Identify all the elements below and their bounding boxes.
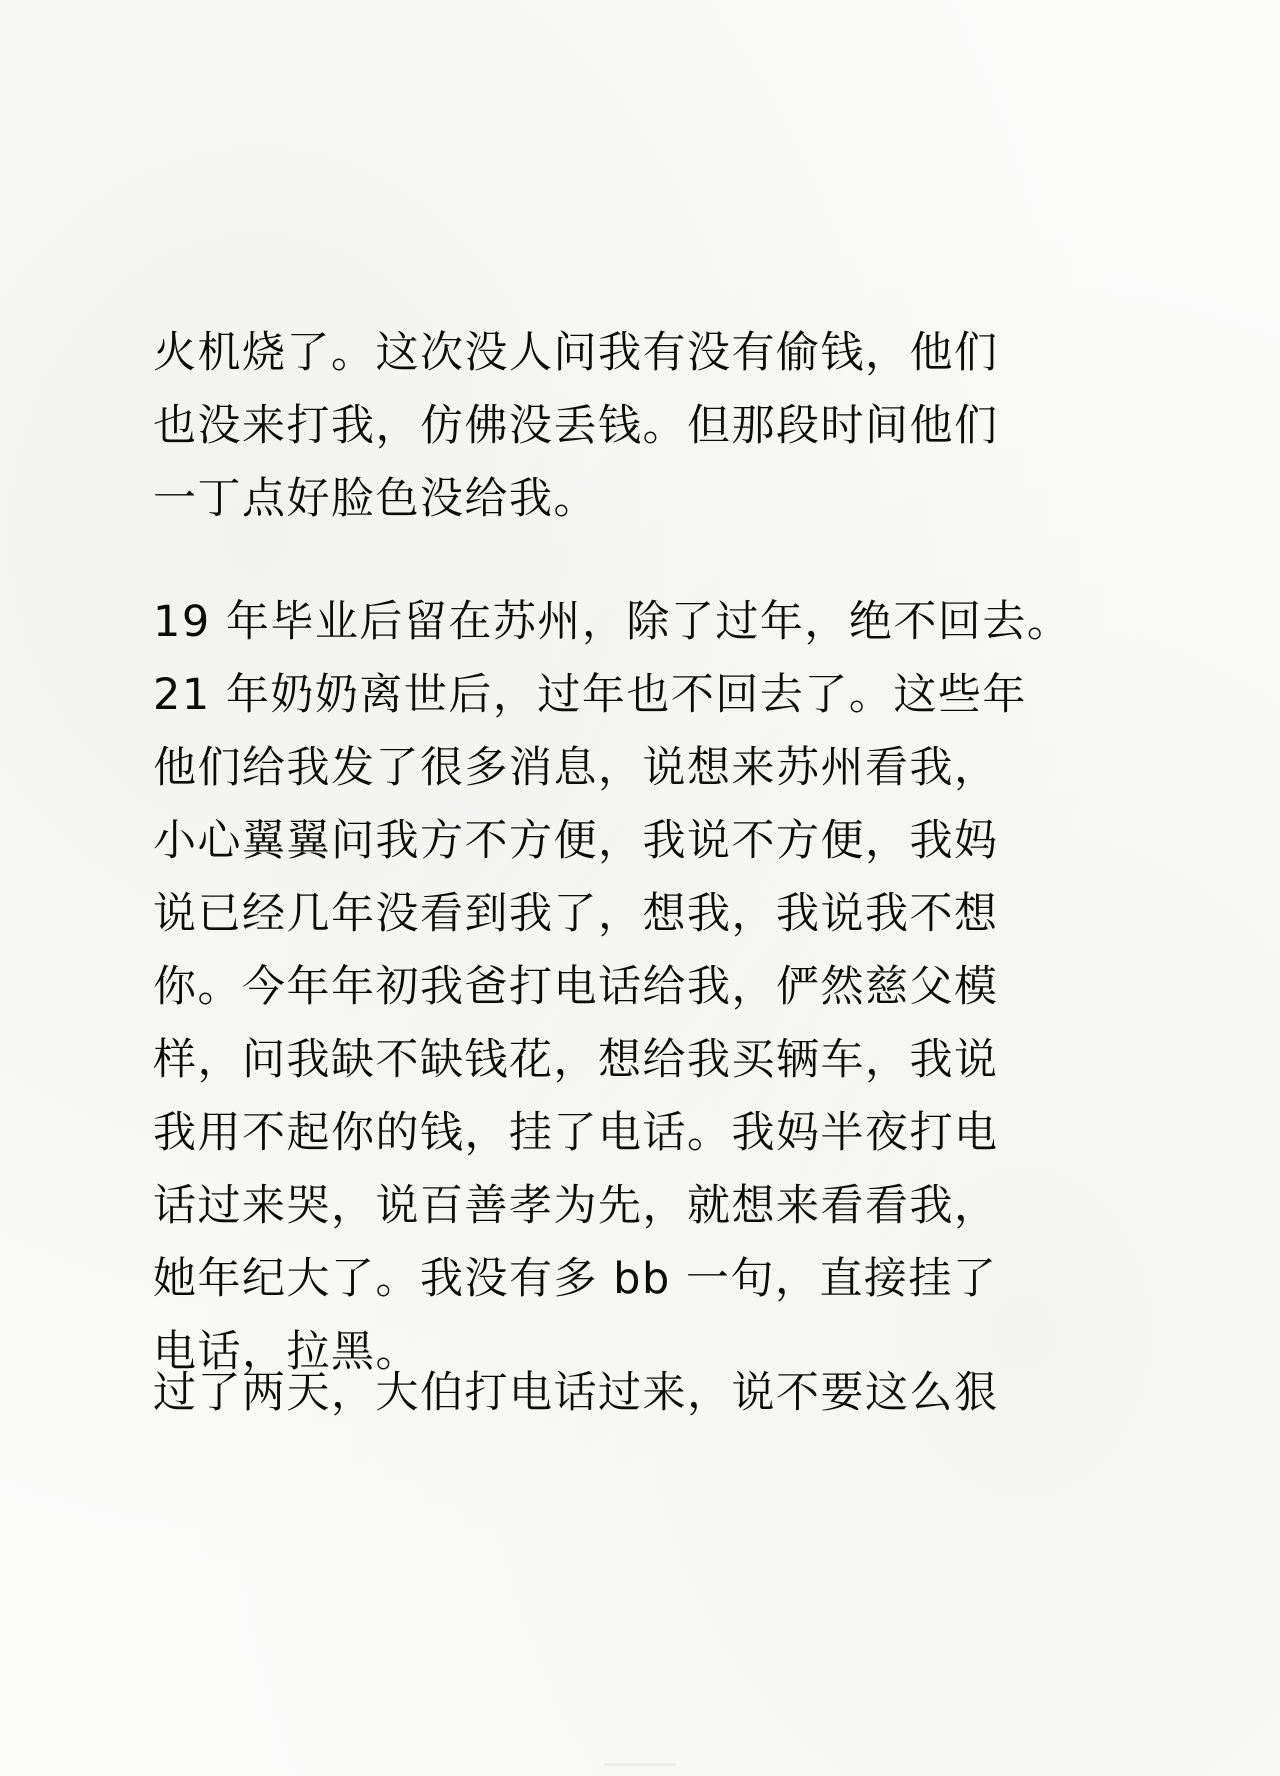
text-line: 一丁点好脸色没给我。 (153, 474, 598, 524)
page-edge-mark (604, 1763, 676, 1766)
text-line: 也没来打我，仿佛没丢钱。但那段时间他们 (153, 401, 999, 451)
text-line: 话过来哭，说百善孝为先，就想来看看我， (153, 1181, 999, 1231)
text-line: 21 年奶奶离世后，过年也不回去了。这些年 (153, 670, 1027, 720)
text-line: 火机烧了。这次没人问我有没有偷钱，他们 (153, 328, 999, 378)
text-line: 我用不起你的钱，挂了电话。我妈半夜打电 (153, 1108, 999, 1158)
text-line: 说已经几年没看到我了，想我，我说我不想 (153, 889, 999, 939)
paragraph-1 (153, 317, 1138, 536)
text-line: 过了两天，大伯打电话过来，说不要这么狠 (153, 1368, 999, 1418)
text-line: 19 年毕业后留在苏州，除了过年，绝不回去。 (153, 597, 1072, 647)
paragraph-3 (153, 1357, 1138, 1430)
text-line: 她年纪大了。我没有多 bb 一句，直接挂了 (153, 1254, 998, 1304)
text-line: 电话，拉黑。 (153, 1327, 420, 1377)
text-line: 他们给我发了很多消息，说想来苏州看我， (153, 743, 999, 793)
text-line: 你。今年年初我爸打电话给我，俨然慈父模 (153, 962, 999, 1012)
text-line: 小心翼翼问我方不方便，我说不方便，我妈 (153, 816, 999, 866)
text-line: 样，问我缺不缺钱花，想给我买辆车，我说 (153, 1035, 999, 1085)
paragraph-2 (153, 586, 1138, 1389)
